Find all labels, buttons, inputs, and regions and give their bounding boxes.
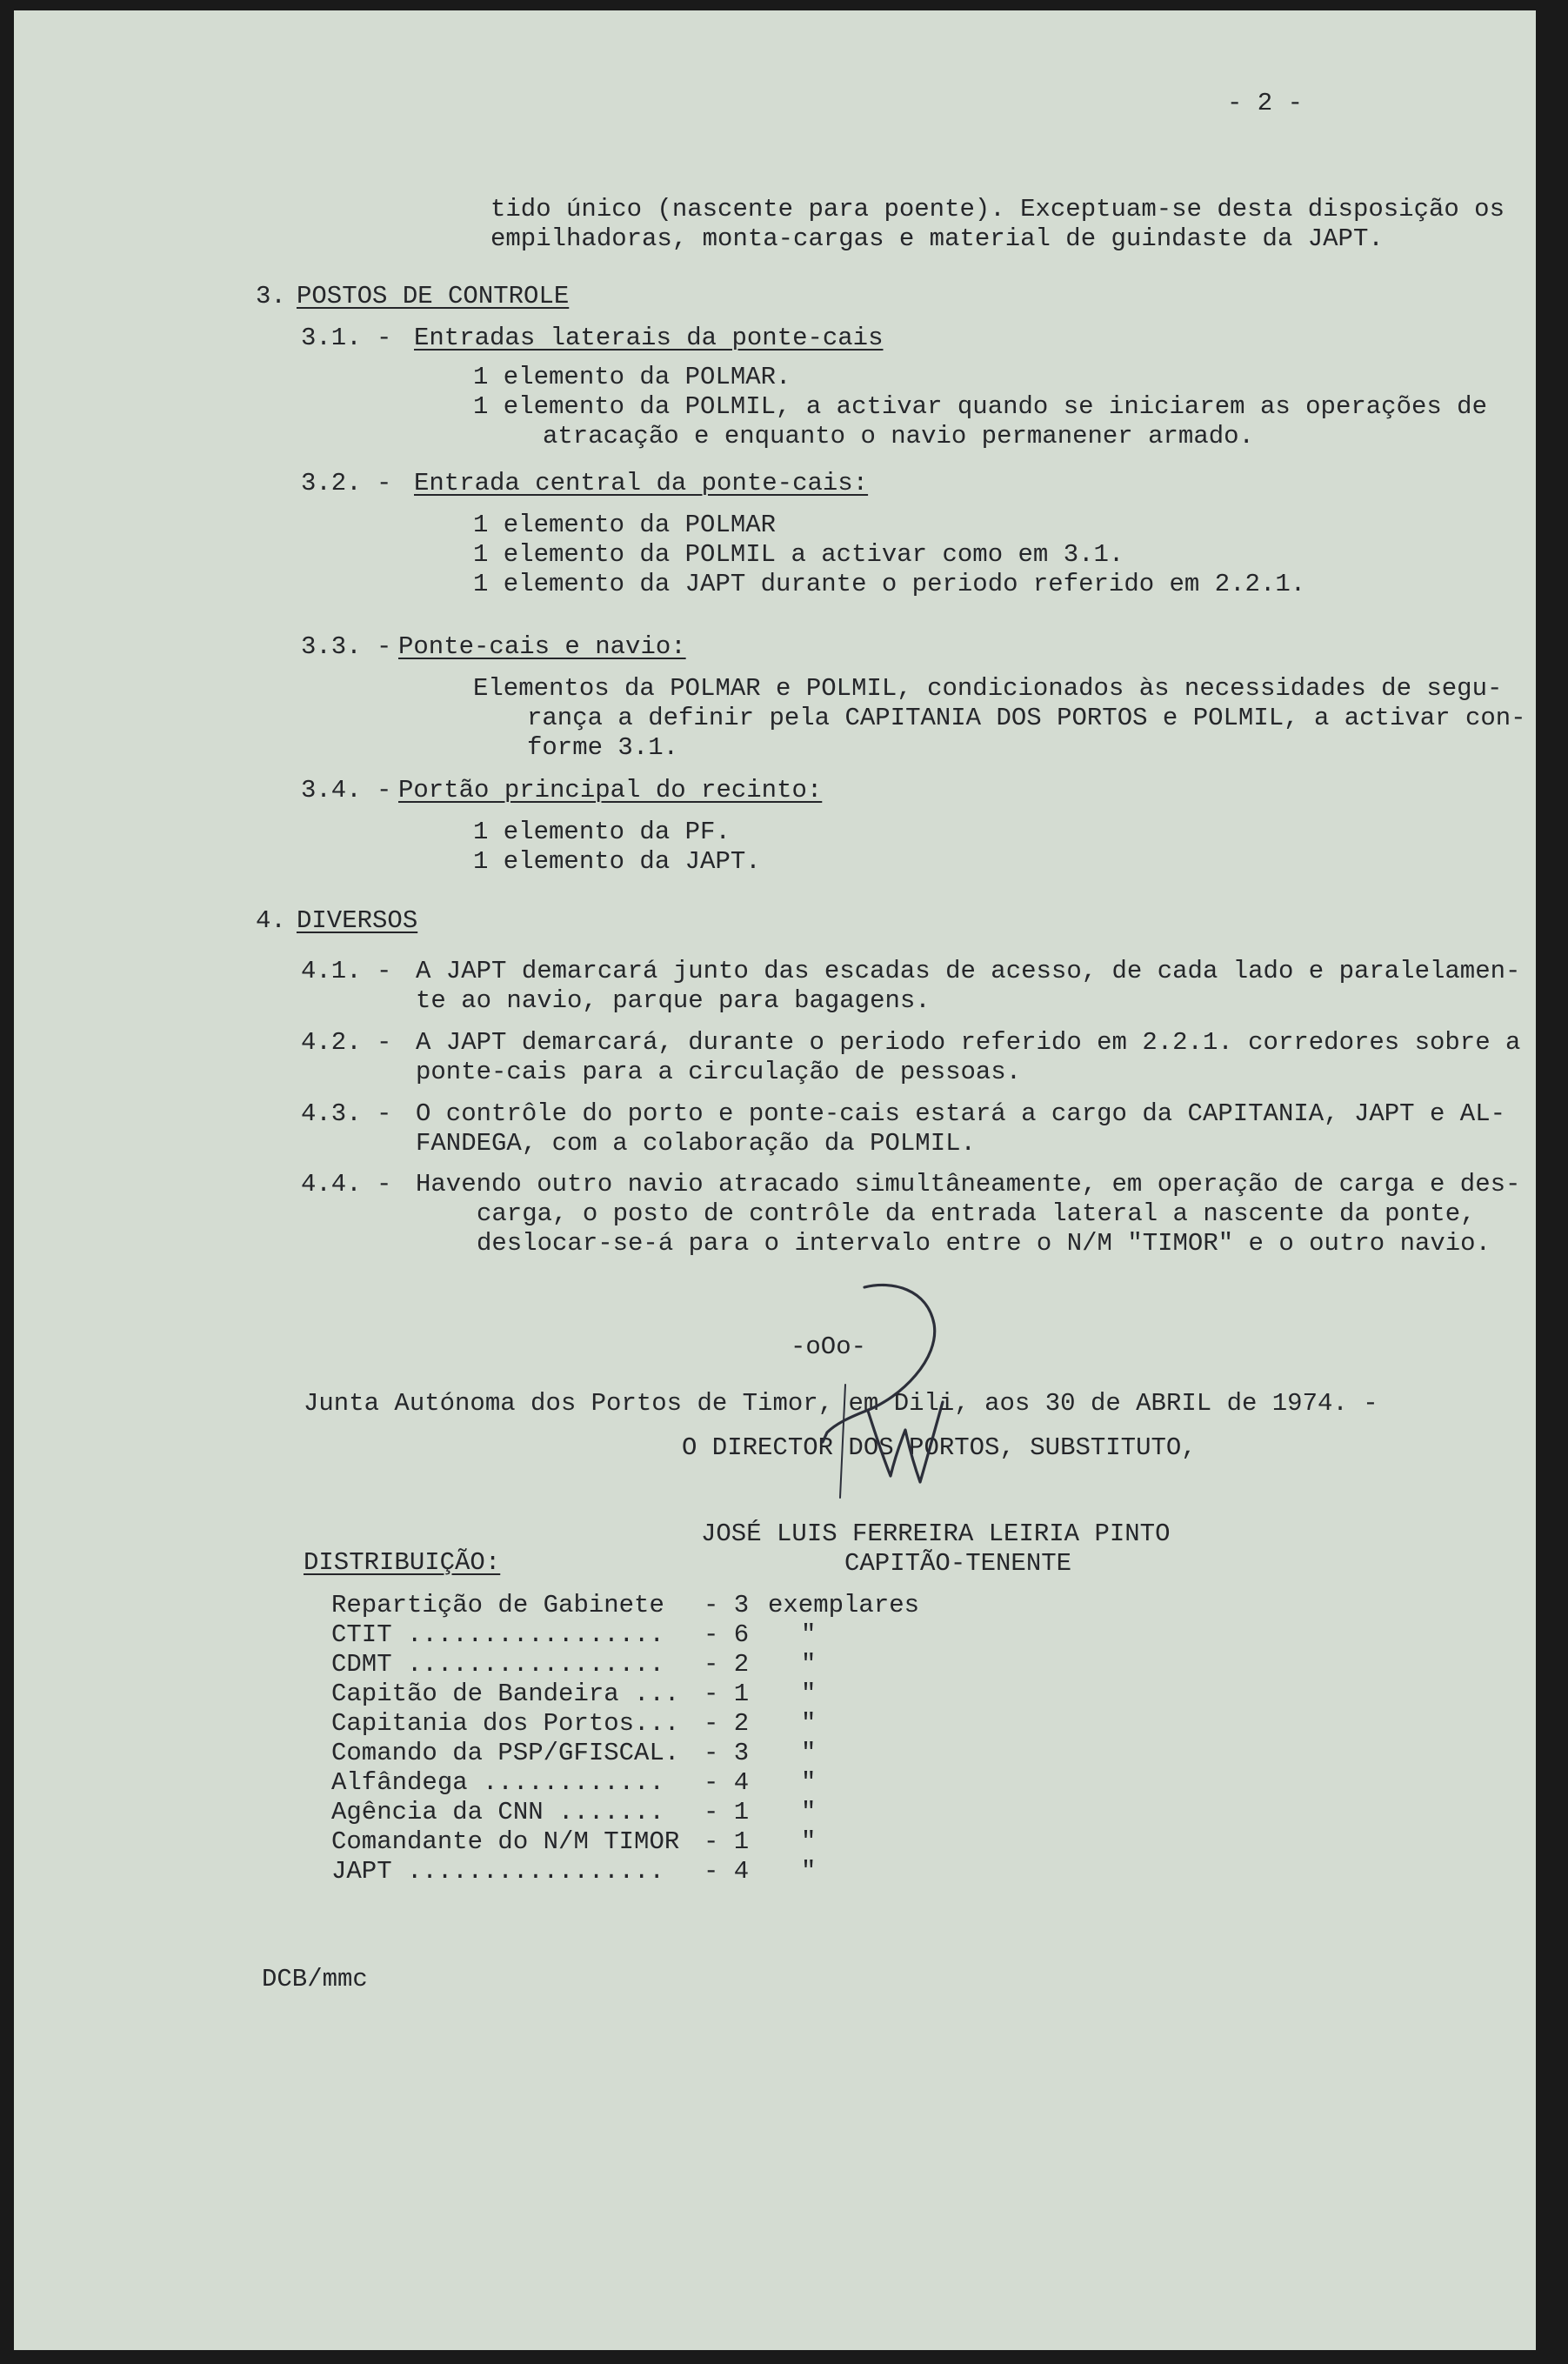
item-4-3-number: 4.3. - <box>301 1099 392 1128</box>
item-3-2-line-2: 1 elemento da POLMIL a activar como em 3.1. <box>473 540 1124 569</box>
item-3-2-line-1: 1 elemento da POLMAR <box>473 511 777 539</box>
item-3-4-title: Portão principal do recinto: <box>398 776 823 805</box>
item-3-2-number: 3.2. - <box>301 469 392 498</box>
item-4-4-line-2: carga, o posto de contrôle da entrada lateral a nascente da ponte, <box>477 1199 1476 1228</box>
distribution-unit: " <box>801 1827 817 1856</box>
item-4-3-line-2: FANDEGA, com a colaboração da POLMIL. <box>416 1129 976 1158</box>
signatory-name: JOSÉ LUIS FERREIRA LEIRIA PINTO <box>701 1519 1171 1548</box>
distribution-count: - 1 <box>704 1798 750 1826</box>
distribution-count: - 4 <box>704 1768 750 1797</box>
distribution-name: Repartição de Gabinete <box>331 1591 664 1619</box>
distribution-count: - 1 <box>704 1827 750 1856</box>
item-4-4-number: 4.4. - <box>301 1170 392 1199</box>
distribution-unit: " <box>801 1798 817 1826</box>
item-4-1-line-2: te ao navio, parque para bagagens. <box>416 986 931 1015</box>
closing-line: Junta Autónoma dos Portos de Timor, em Dili, aos 30 de ABRIL de 1974. - <box>304 1389 1378 1418</box>
handwritten-signature <box>788 1280 988 1515</box>
section-3-title: POSTOS DE CONTROLE <box>297 282 570 311</box>
item-3-3-line-1: Elementos da POLMAR e POLMIL, condicionados às necessidades de segu- <box>473 674 1503 703</box>
item-3-4-line-1: 1 elemento da PF. <box>473 818 731 846</box>
distribution-name: Agência da CNN ....... <box>331 1798 664 1826</box>
item-4-1-line-1: A JAPT demarcará junto das escadas de acesso, de cada lado e paralelamen- <box>416 957 1521 985</box>
section-3-number: 3. <box>256 282 286 311</box>
distribution-unit: " <box>801 1739 817 1767</box>
distribution-name: JAPT ................. <box>331 1857 664 1886</box>
item-4-2-number: 4.2. - <box>301 1028 392 1057</box>
distribution-count: - 3 <box>704 1591 750 1619</box>
separator: -oOo- <box>791 1332 867 1361</box>
item-3-1-title: Entradas laterais da ponte-cais <box>414 324 884 352</box>
distribution-unit: " <box>801 1768 817 1797</box>
item-3-4-number: 3.4. - <box>301 776 392 805</box>
intro-line-1: tido único (nascente para poente). Exceptuam-se desta disposição os <box>490 195 1505 224</box>
distribution-count: - 2 <box>704 1650 750 1679</box>
intro-line-2: empilhadoras, monta-cargas e material de guindaste da JAPT. <box>490 224 1384 253</box>
item-3-1-line-1: 1 elemento da POLMAR. <box>473 363 791 391</box>
item-4-3-line-1: O contrôle do porto e ponte-cais estará a cargo da CAPITANIA, JAPT e AL- <box>416 1099 1506 1128</box>
distribution-count: - 4 <box>704 1857 750 1886</box>
document-page <box>14 10 1536 2350</box>
distribution-count: - 6 <box>704 1620 750 1649</box>
distribution-count: - 3 <box>704 1739 750 1767</box>
item-3-3-number: 3.3. - <box>301 632 392 661</box>
page-number: - 2 - <box>1227 89 1304 117</box>
item-4-2-line-2: ponte-cais para a circulação de pessoas. <box>416 1058 1022 1086</box>
signatory-role: O DIRECTOR DOS PORTOS, SUBSTITUTO, <box>682 1433 1197 1462</box>
item-3-1-line-3: atracação e enquanto o navio permanener armado. <box>543 422 1254 451</box>
distribution-name: Alfândega ............ <box>331 1768 664 1797</box>
distribution-count: - 2 <box>704 1709 750 1738</box>
item-3-3-line-3: forme 3.1. <box>527 733 679 762</box>
section-4-number: 4. <box>256 906 286 935</box>
section-4-title: DIVERSOS <box>297 906 418 935</box>
item-3-2-line-3: 1 elemento da JAPT durante o periodo referido em 2.2.1. <box>473 570 1306 598</box>
distribution-name: Capitania dos Portos... <box>331 1709 680 1738</box>
distribution-name: Comandante do N/M TIMOR <box>331 1827 680 1856</box>
item-4-4-line-3: deslocar-se-á para o intervalo entre o N/M "TIMOR" e o outro navio. <box>477 1229 1491 1258</box>
item-3-3-line-2: rança a definir pela CAPITANIA DOS PORTOS e POLMIL, a activar con- <box>527 704 1526 732</box>
item-4-2-line-1: A JAPT demarcará, durante o periodo referido em 2.2.1. corredores sobre a <box>416 1028 1521 1057</box>
distribution-unit: " <box>801 1620 817 1649</box>
distribution-unit: " <box>801 1650 817 1679</box>
item-3-2-title: Entrada central da ponte-cais: <box>414 469 869 498</box>
item-3-4-line-2: 1 elemento da JAPT. <box>473 847 761 876</box>
item-4-4-line-1: Havendo outro navio atracado simultâneamente, em operação de carga e des- <box>416 1170 1521 1199</box>
distribution-unit: " <box>801 1857 817 1886</box>
distribution-title: DISTRIBUIÇÃO: <box>304 1548 501 1577</box>
distribution-unit: exemplares <box>768 1591 920 1619</box>
reference-initials: DCB/mmc <box>262 1965 368 1993</box>
distribution-unit: " <box>801 1709 817 1738</box>
distribution-name: CDMT ................. <box>331 1650 664 1679</box>
distribution-name: CTIT ................. <box>331 1620 664 1649</box>
distribution-unit: " <box>801 1680 817 1708</box>
signatory-rank: CAPITÃO-TENENTE <box>844 1549 1072 1578</box>
item-3-1-number: 3.1. - <box>301 324 392 352</box>
distribution-name: Comando da PSP/GFISCAL. <box>331 1739 680 1767</box>
item-3-1-line-2: 1 elemento da POLMIL, a activar quando se iniciarem as operações de <box>473 392 1487 421</box>
distribution-name: Capitão de Bandeira ... <box>331 1680 680 1708</box>
item-3-3-title: Ponte-cais e navio: <box>398 632 686 661</box>
distribution-count: - 1 <box>704 1680 750 1708</box>
item-4-1-number: 4.1. - <box>301 957 392 985</box>
